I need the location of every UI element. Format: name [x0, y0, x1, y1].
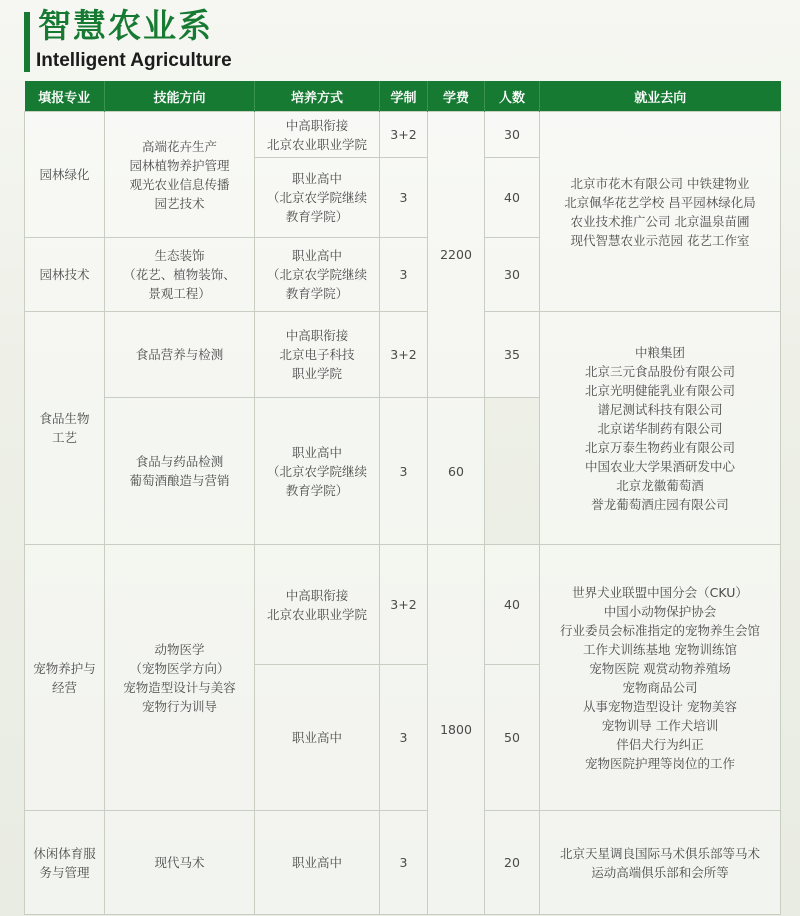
cell-major: 园林绿化: [25, 112, 105, 238]
cell-count: 60: [428, 398, 485, 545]
table-row: [25, 811, 781, 915]
cell-mode: 职业高中 （北京农学院继续 教育学院）: [255, 238, 380, 312]
enrollment-table: [24, 81, 781, 915]
cell-major: 宠物养护与 经营: [25, 545, 105, 811]
cell-count: 40: [485, 158, 540, 238]
cell-years: 3+2: [380, 312, 428, 398]
cell-fee: 1800: [428, 545, 485, 915]
cell-years: 3: [380, 811, 428, 915]
cell-years: 3+2: [380, 545, 428, 665]
cell-count: 30: [485, 112, 540, 158]
table-row: [25, 545, 781, 665]
cell-count: 35: [485, 312, 540, 398]
cell-years: 3: [380, 665, 428, 811]
cell-mode: 中高职衔接 北京农业职业学院: [255, 112, 380, 158]
cell-count: 40: [485, 545, 540, 665]
cell-years: 3: [380, 398, 428, 545]
col-header-employment: 就业去向: [540, 81, 781, 112]
table-row: [25, 112, 781, 158]
col-header-skills: 技能方向: [105, 81, 255, 112]
col-header-years: 学制: [380, 81, 428, 112]
cell-years: 3+2: [380, 112, 428, 158]
cell-mode: 职业高中 （北京农学院继续 教育学院）: [255, 398, 380, 545]
cell-count: 20: [485, 811, 540, 915]
cell-skills: 食品营养与检测: [105, 312, 255, 398]
cell-mode: 中高职衔接 北京农业职业学院: [255, 545, 380, 665]
cell-major: 园林技术: [25, 238, 105, 312]
cell-years: 3: [380, 158, 428, 238]
page-title: 智慧农业系: [38, 6, 213, 45]
cell-mode: 中高职衔接 北京电子科技 职业学院: [255, 312, 380, 398]
table-header-row: [25, 81, 781, 112]
cell-employment: 中粮集团 北京三元食品股份有限公司 北京光明健能乳业有限公司 谱尼测试科技有限公司 北京诺华制药有限公司 北京万泰生物药业有限公司 中国农业大学果酒研发中心 北京龙徽葡萄酒 誉龙葡萄酒庄园有限公司: [540, 312, 781, 545]
table-row: [25, 312, 781, 398]
col-header-count: 人数: [485, 81, 540, 112]
col-header-mode: 培养方式: [255, 81, 380, 112]
cell-skills: 食品与药品检测 葡萄酒酿造与营销: [105, 398, 255, 545]
cell-major: 食品生物 工艺: [25, 312, 105, 545]
col-header-major: 填报专业: [25, 81, 105, 112]
cell-skills: 现代马术: [105, 811, 255, 915]
page-subtitle: Intelligent Agriculture: [36, 50, 232, 71]
title-accent-bar: [24, 12, 30, 72]
cell-major: 休闲体育服 务与管理: [25, 811, 105, 915]
cell-mode: 职业高中: [255, 811, 380, 915]
cell-skills: 生态装饰 （花艺、植物装饰、 景观工程）: [105, 238, 255, 312]
cell-skills: 动物医学 （宠物医学方向） 宠物造型设计与美容 宠物行为训导: [105, 545, 255, 811]
cell-employment: 北京天星调良国际马术俱乐部等马术 运动高端俱乐部和会所等: [540, 811, 781, 915]
col-header-fee: 学费: [428, 81, 485, 112]
cell-mode: 职业高中 （北京农学院继续 教育学院）: [255, 158, 380, 238]
cell-mode: 职业高中: [255, 665, 380, 811]
cell-employment: 北京市花木有限公司 中铁建物业 北京佩华花艺学校 昌平园林绿化局 农业技术推广公司 北京温泉苗圃 现代智慧农业示范园 花艺工作室: [540, 112, 781, 312]
page-header: [0, 0, 800, 78]
cell-employment: 世界犬业联盟中国分会（CKU） 中国小动物保护协会 行业委员会标准指定的宠物养生会馆 工作犬训练基地 宠物训练馆 宠物医院 观赏动物养殖场 宠物商品公司 从事宠物造型设计 宠物美容 宠物训导 工作犬培训 伴侣犬行为纠正 宠物医院护理等岗位的工作: [540, 545, 781, 811]
cell-years: 3: [380, 238, 428, 312]
cell-fee: 2200: [428, 112, 485, 398]
cell-skills: 高端花卉生产 园林植物养护管理 观光农业信息传播 园艺技术: [105, 112, 255, 238]
cell-count: 50: [485, 665, 540, 811]
cell-count: 30: [485, 238, 540, 312]
